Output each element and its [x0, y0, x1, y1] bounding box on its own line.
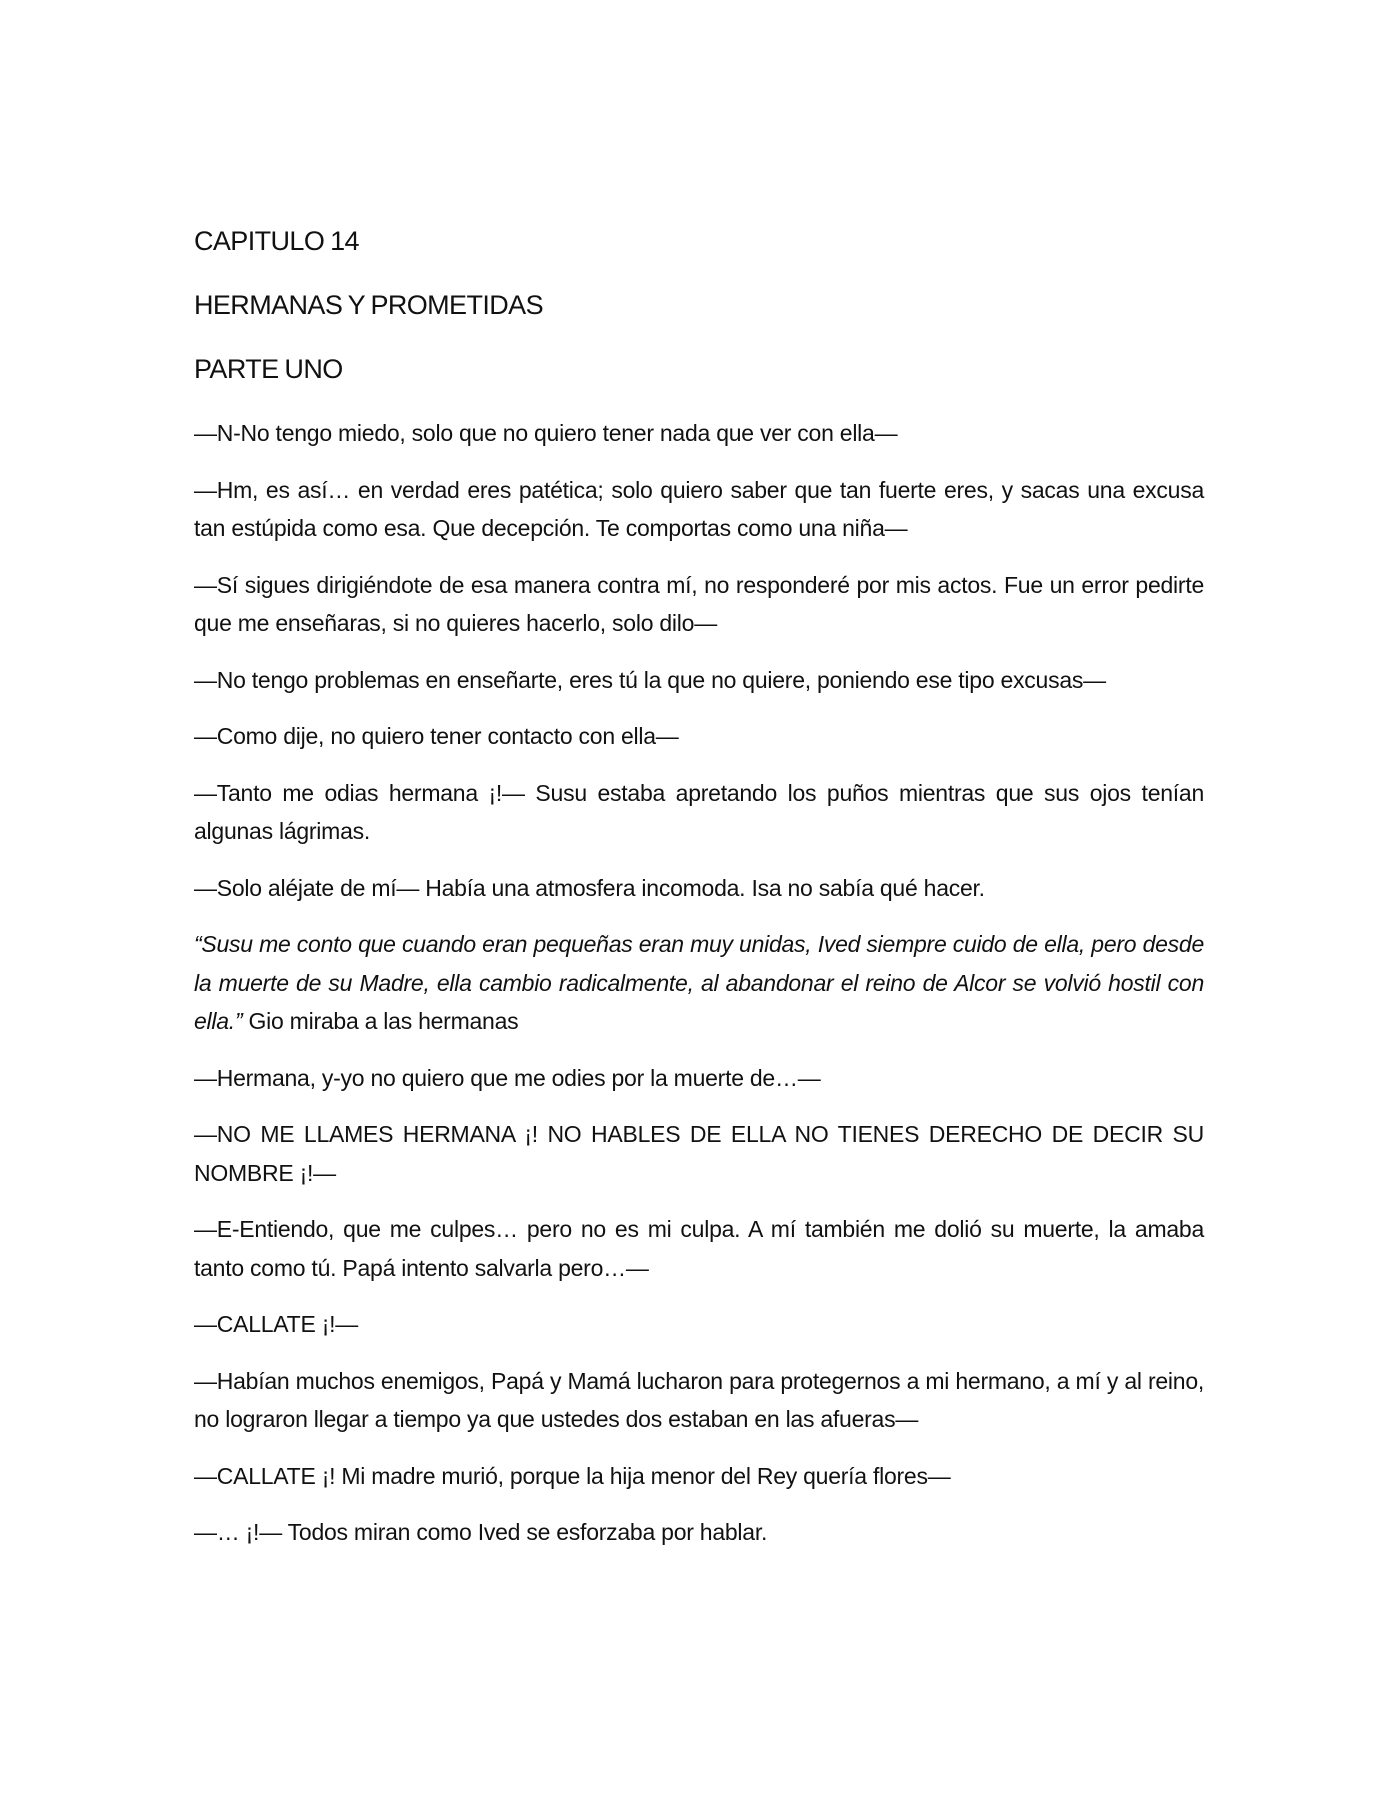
dialogue-paragraph: —Como dije, no quiero tener contacto con ella— [194, 723, 679, 749]
part-title: PARTE UNO [194, 354, 343, 384]
dialogue-paragraph: —Sí sigues dirigiéndote de esa manera contra mí, no responderé por mis actos. Fue un error pedirte que me enseñaras, si no quieres hacerlo, solo dilo— [194, 571, 1204, 636]
chapter-title: HERMANAS Y PROMETIDAS [194, 290, 543, 320]
dialogue-paragraph: —Solo aléjate de mí— Había una atmosfera incomoda. Isa no sabía qué hacer. [194, 874, 985, 901]
inner-thought-text: “Susu me conto que cuando eran pequeñas eran muy unidas, Ived siempre cuido de ella, pero desde la muerte de su Madre, ella cambio radicalmente, al abandonar el reino de Alcor se volvió hostil con ella.” [194, 931, 1204, 1034]
dialogue-paragraph: —Hm, es así… en verdad eres patética; solo quiero saber que tan fuerte eres, y sacas una excusa tan estúpida como esa. Que decepción. Te comportas como una niña— [194, 476, 1204, 541]
dialogue-paragraph: —Hermana, y-yo no quiero que me odies por la muerte de…— [194, 1064, 821, 1091]
chapter-number: CAPITULO 14 [194, 226, 359, 256]
dialogue-paragraph: —Habían muchos enemigos, Papá y Mamá lucharon para protegernos a mi hermano, a mí y al reino, no lograron llegar a tiempo ya que ustedes dos estaban en las afueras— [194, 1367, 1204, 1432]
document-page [194, 222, 1204, 1570]
dialogue-paragraph: —NO ME LLAMES HERMANA ¡! NO HABLES DE ELLA NO TIENES DERECHO DE DECIR SU NOMBRE ¡!— [194, 1121, 1204, 1186]
dialogue-paragraph: —Tanto me odias hermana ¡!— Susu estaba apretando los puños mientras que sus ojos tenían algunas lágrimas. [194, 779, 1204, 844]
dialogue-paragraph: —CALLATE ¡!— [194, 1311, 358, 1337]
dialogue-paragraph: —E-Entiendo, que me culpes… pero no es mi culpa. A mí también me dolió su muerte, la amaba tanto como tú. Papá intento salvarla pero…— [194, 1216, 1204, 1281]
dialogue-paragraph: —CALLATE ¡! Mi madre murió, porque la hija menor del Rey quería flores— [194, 1462, 951, 1489]
narration-paragraph [194, 925, 1204, 1041]
narration-text: Gio miraba a las hermanas [242, 1008, 519, 1034]
dialogue-paragraph: —N-No tengo miedo, solo que no quiero tener nada que ver con ella— [194, 420, 898, 446]
dialogue-paragraph: —No tengo problemas en enseñarte, eres tú la que no quiere, poniendo ese tipo excusas— [194, 666, 1106, 693]
dialogue-paragraph: —… ¡!— Todos miran como Ived se esforzaba por hablar. [194, 1519, 768, 1545]
